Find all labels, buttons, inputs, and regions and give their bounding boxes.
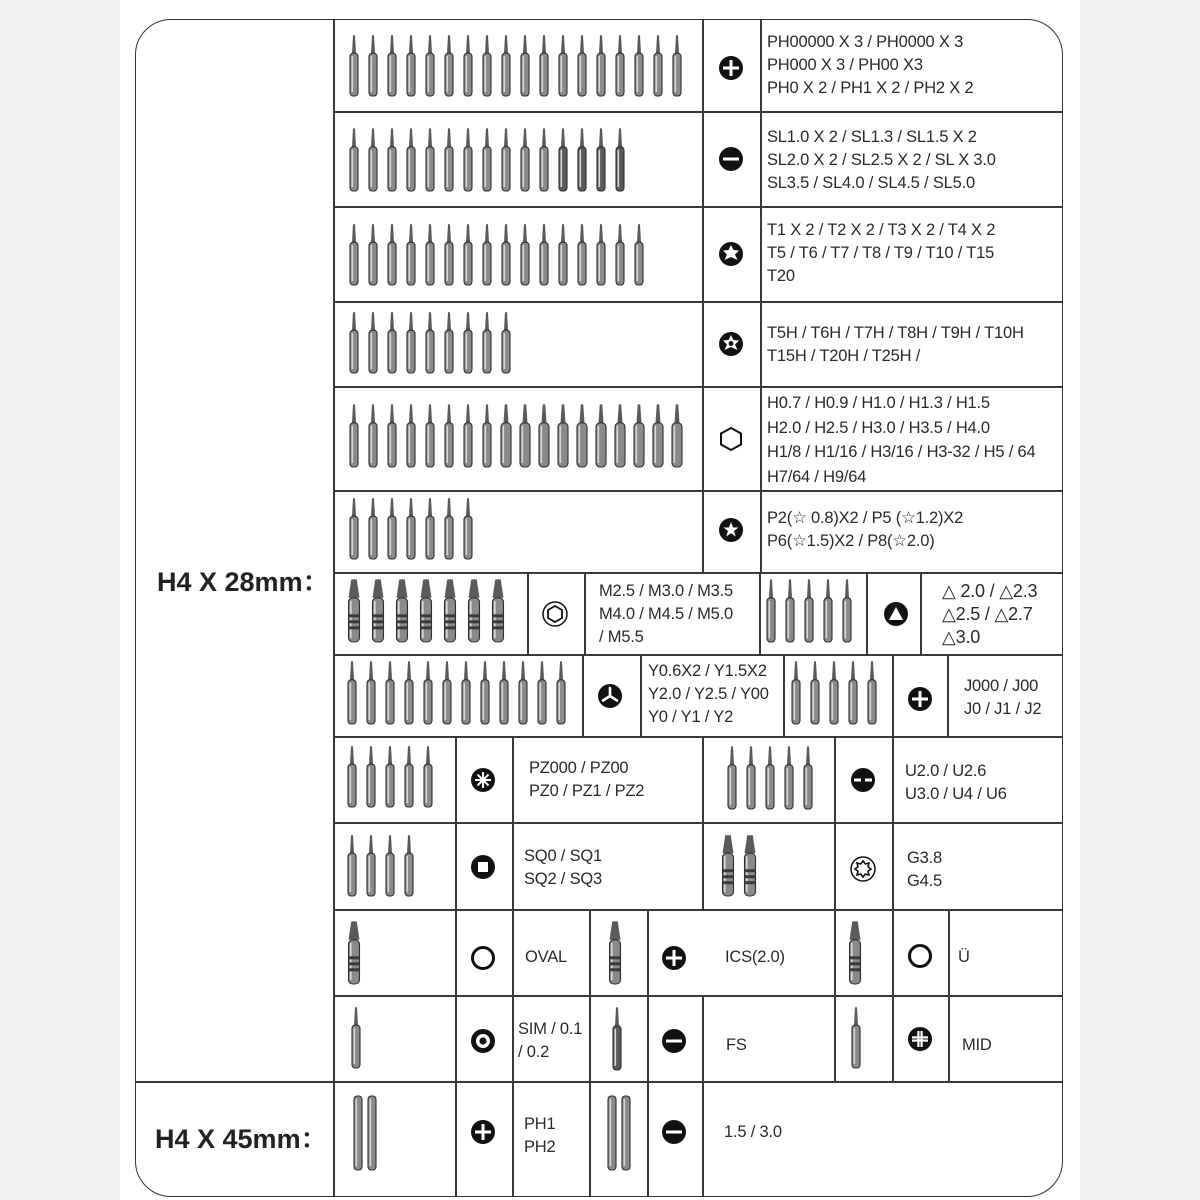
screwdriver-bit <box>405 661 413 724</box>
torx-icon <box>718 241 744 267</box>
oval-icon <box>470 945 496 971</box>
screwdriver-bit <box>483 312 491 373</box>
screwdriver-bit <box>426 404 434 467</box>
grid-line <box>333 111 1063 113</box>
grid-line <box>702 19 704 572</box>
screwdriver-bit <box>521 35 529 96</box>
screwdriver-bit <box>407 224 415 285</box>
screwdriver-bit <box>654 35 662 96</box>
screwdriver-bit <box>597 224 605 285</box>
grid-line <box>512 736 514 1197</box>
screwdriver-bit <box>520 404 530 467</box>
screwdriver-bit <box>445 224 453 285</box>
screwdriver-bit <box>348 835 356 896</box>
row-torx-text: T1 X 2 / T2 X 2 / T3 X 2 / T4 X 2 T5 / T6 / T7 / T8 / T9 / T10 / T15 T20 <box>767 221 996 285</box>
screwdriver-bit <box>557 661 565 724</box>
grid-line <box>589 995 591 1197</box>
screwdriver-bit <box>538 661 546 724</box>
screwdriver-bit <box>350 35 358 96</box>
row-u-text: U2.0 / U2.6 U3.0 / U4 / U6 <box>905 762 1007 803</box>
screwdriver-bit <box>483 35 491 96</box>
screwdriver-bit <box>443 661 451 724</box>
screwdriver-bit <box>608 1096 616 1170</box>
screwdriver-bit <box>349 579 360 642</box>
screwdriver-bit <box>445 128 453 191</box>
screwdriver-bit <box>540 35 548 96</box>
bits-sl <box>348 127 638 193</box>
grid-line <box>834 909 836 1081</box>
screwdriver-bit <box>483 224 491 285</box>
grid-line <box>892 909 894 1081</box>
screwdriver-bit <box>766 746 774 809</box>
screwdriver-bit <box>369 35 377 96</box>
screwdriver-bit <box>348 661 356 724</box>
screwdriver-bit <box>469 579 480 642</box>
screwdriver-bit <box>613 1007 621 1070</box>
screwdriver-bit <box>464 312 472 373</box>
grid-line <box>920 572 922 654</box>
bits-tri <box>765 578 865 644</box>
gear-socket-icon <box>850 856 876 882</box>
row-sim-text: SIM / 0.1 / 0.2 <box>518 1020 583 1061</box>
grid-line <box>333 909 1063 911</box>
row-oval-text: OVAL <box>525 948 567 966</box>
screwdriver-bit <box>483 404 491 467</box>
ics-icon <box>661 945 687 971</box>
screwdriver-bit <box>610 921 621 984</box>
row-sq-text: SQ0 / SQ1 SQ2 / SQ3 <box>524 847 602 888</box>
bits-hex <box>348 403 688 469</box>
screwdriver-bit <box>350 128 358 191</box>
row-hex-text: H0.7 / H0.9 / H1.0 / H1.3 / H1.5 H2.0 / H2.5 / H3.0 / H3.5 / H4.0 H1/8 / H1/16 / H3/16 / H3-32 / H5 / 64 H7/64 / H9/64 <box>767 394 1036 486</box>
screwdriver-bit <box>369 224 377 285</box>
slotted-icon <box>718 146 744 172</box>
screwdriver-bit <box>407 498 415 559</box>
grid-line <box>333 301 1063 303</box>
screwdriver-bit <box>792 661 800 724</box>
grid-line <box>333 654 1063 656</box>
screwdriver-bit <box>405 746 413 807</box>
row-torxh-text: T5H / T6H / T7H / T8H / T9H / T10H T15H / T20H / T25H / <box>767 324 1024 365</box>
row-penta-text: P2(☆ 0.8)X2 / P5 (☆1.2)X2 P6(☆1.5)X2 / P8(☆2.0) <box>767 509 964 550</box>
screwdriver-bit <box>519 661 527 724</box>
row-ph-text: PH00000 X 3 / PH0000 X 3 PH000 X 3 / PH00 X3 PH0 X 2 / PH1 X 2 / PH2 X 2 <box>767 33 974 97</box>
screwdriver-bit <box>811 661 819 724</box>
grid-line <box>333 206 1063 208</box>
grid-line <box>455 736 457 1197</box>
screwdriver-bit <box>426 128 434 191</box>
row-tri-wing-text: Y0.6X2 / Y1.5X2 Y2.0 / Y2.5 / Y00 Y0 / Y1 / Y2 <box>648 662 769 726</box>
pentalobe-icon <box>718 517 744 543</box>
screwdriver-bit <box>424 746 432 807</box>
screwdriver-bit <box>804 746 812 809</box>
grid-line <box>584 572 586 654</box>
hex-nut-icon <box>542 601 568 627</box>
screwdriver-bit <box>348 746 356 807</box>
screwdriver-bit <box>350 312 358 373</box>
grid-line <box>702 736 704 909</box>
screwdriver-bit <box>407 128 415 191</box>
grid-line <box>948 909 950 1081</box>
phillips-long-icon <box>470 1119 496 1145</box>
mid-icon <box>907 1026 933 1052</box>
bits-sl45 <box>606 1094 646 1172</box>
screwdriver-bit <box>852 1007 860 1068</box>
screwdriver-bit <box>424 661 432 724</box>
screwdriver-bit <box>521 224 529 285</box>
screwdriver-bit <box>805 579 813 642</box>
row-sl45-text: 1.5 / 3.0 <box>724 1123 782 1141</box>
screwdriver-bit <box>635 35 643 96</box>
screwdriver-bit <box>405 835 413 896</box>
screwdriver-bit <box>397 579 408 642</box>
grid-line <box>834 736 836 909</box>
screwdriver-bit <box>635 224 643 285</box>
screwdriver-bit <box>354 1096 362 1170</box>
screwdriver-bit <box>558 404 568 467</box>
screwdriver-bit <box>368 1096 376 1170</box>
row-nut-text: M2.5 / M3.0 / M3.5 M4.0 / M4.5 / M5.0 / M5.5 <box>599 582 733 646</box>
screwdriver-bit <box>421 579 432 642</box>
grid-line <box>647 909 649 995</box>
screwdriver-bit <box>481 661 489 724</box>
screwdriver-bit <box>350 224 358 285</box>
screwdriver-bit <box>493 579 504 642</box>
screwdriver-bit <box>367 835 375 896</box>
screwdriver-bit <box>843 579 851 642</box>
bits-mid <box>850 1006 880 1070</box>
screwdriver-bit <box>407 404 415 467</box>
screwdriver-bit <box>596 404 606 467</box>
tri-wing-icon <box>597 683 623 709</box>
bits-torxh <box>348 311 528 375</box>
bits-jis <box>790 660 890 726</box>
grid-line <box>892 736 894 909</box>
screwdriver-bit <box>767 579 775 642</box>
screwdriver-bit <box>578 224 586 285</box>
screwdriver-bit <box>388 224 396 285</box>
bits-pz <box>346 745 446 809</box>
screwdriver-bit <box>426 312 434 373</box>
screwdriver-bit <box>540 224 548 285</box>
flat-icon <box>661 1028 687 1054</box>
screwdriver-bit <box>622 1096 630 1170</box>
screwdriver-bit <box>540 128 548 191</box>
screwdriver-bit <box>464 35 472 96</box>
slotted-long-icon <box>661 1119 687 1145</box>
screwdriver-bit <box>426 498 434 559</box>
screwdriver-bit <box>388 498 396 559</box>
screwdriver-bit <box>462 661 470 724</box>
screwdriver-bit <box>745 835 756 896</box>
screwdriver-bit <box>483 128 491 191</box>
row-fs-text: FS <box>726 1036 747 1054</box>
screwdriver-bit <box>407 312 415 373</box>
screwdriver-bit <box>386 835 394 896</box>
grid-line <box>892 654 894 736</box>
row-u2-text: Ü <box>958 948 970 966</box>
screwdriver-bit <box>426 35 434 96</box>
pozidriv-icon <box>470 767 496 793</box>
screwdriver-bit <box>728 746 736 809</box>
screwdriver-bit <box>426 224 434 285</box>
bits-ics <box>609 920 639 986</box>
row-pz-text: PZ000 / PZ00 PZ0 / PZ1 / PZ2 <box>529 759 645 800</box>
bits-nut <box>348 578 518 644</box>
grid-line <box>333 386 1063 388</box>
screwdriver-bit <box>367 661 375 724</box>
size-label-28mm: H4 X 28mm： <box>157 567 330 597</box>
grid-line <box>759 572 761 654</box>
screwdriver-bit <box>653 404 663 467</box>
u-shape-icon <box>850 767 876 793</box>
screwdriver-bit <box>464 128 472 191</box>
screwdriver-bit <box>464 404 472 467</box>
grid-line <box>582 654 584 736</box>
screwdriver-bit <box>521 128 529 191</box>
screwdriver-bit <box>502 312 510 373</box>
screwdriver-bit <box>373 579 384 642</box>
screwdriver-bit <box>369 128 377 191</box>
grid-line <box>647 995 649 1197</box>
bits-ph45 <box>352 1094 392 1172</box>
screwdriver-bit <box>349 921 360 984</box>
screwdriver-bit <box>786 579 794 642</box>
screwdriver-bit <box>369 312 377 373</box>
screwdriver-bit <box>868 661 876 724</box>
phillips-icon <box>718 55 744 81</box>
bits-torx <box>348 223 648 287</box>
screwdriver-bit <box>500 661 508 724</box>
bits-u2 <box>849 920 879 986</box>
grid-line <box>783 654 785 736</box>
triangle-icon <box>883 601 909 627</box>
grid-line <box>702 995 704 1197</box>
screwdriver-bit <box>672 404 682 467</box>
grid-line <box>333 736 1063 738</box>
row-jis-text: J000 / J00 J0 / J1 / J2 <box>964 677 1042 718</box>
screwdriver-bit <box>634 404 644 467</box>
row-sl-text: SL1.0 X 2 / SL1.3 / SL1.5 X 2 SL2.0 X 2 / SL2.5 X 2 / SL X 3.0 SL3.5 / SL4.0 / SL4.5 / SL5.0 <box>767 128 996 192</box>
screwdriver-bit <box>559 35 567 96</box>
bits-tri-wing <box>346 660 578 726</box>
screwdriver-bit <box>615 404 625 467</box>
screwdriver-bit <box>559 128 567 191</box>
bits-fs <box>611 1006 641 1072</box>
screwdriver-bit <box>616 224 624 285</box>
grid-line <box>866 572 868 654</box>
row-g-text: G3.8 G4.5 <box>907 849 942 890</box>
bits-ph <box>348 34 688 98</box>
grid-line <box>640 654 642 736</box>
screwdriver-bit <box>849 661 857 724</box>
screwdriver-bit <box>445 404 453 467</box>
screwdriver-bit <box>367 746 375 807</box>
screwdriver-bit <box>388 312 396 373</box>
screwdriver-bit <box>616 128 624 191</box>
screwdriver-bit <box>539 404 549 467</box>
screwdriver-bit <box>386 746 394 807</box>
screwdriver-bit <box>824 579 832 642</box>
grid-line <box>589 909 591 995</box>
screwdriver-bit <box>445 579 456 642</box>
screwdriver-bit <box>578 35 586 96</box>
u-ring-icon <box>907 943 933 969</box>
screwdriver-bit <box>850 921 861 984</box>
screwdriver-bit <box>723 835 734 896</box>
screwdriver-bit <box>350 404 358 467</box>
screwdriver-bit <box>559 224 567 285</box>
grid-line <box>333 19 335 1197</box>
row-mid-text: MID <box>962 1036 992 1054</box>
screwdriver-bit <box>445 498 453 559</box>
screwdriver-bit <box>502 224 510 285</box>
screwdriver-bit <box>597 128 605 191</box>
jis-icon <box>907 686 933 712</box>
screwdriver-bit <box>369 498 377 559</box>
screwdriver-bit <box>386 661 394 724</box>
screwdriver-bit <box>352 1007 360 1068</box>
screwdriver-bit <box>616 35 624 96</box>
grid-line <box>135 1081 1063 1083</box>
grid-line <box>333 490 1063 492</box>
torx-security-icon <box>718 331 744 357</box>
screwdriver-bit <box>502 128 510 191</box>
grid-line <box>527 572 529 654</box>
bits-sq <box>346 834 436 898</box>
screwdriver-bit <box>388 35 396 96</box>
sim-pin-icon <box>470 1028 496 1054</box>
bits-g <box>722 834 782 898</box>
grid-line <box>333 995 1063 997</box>
screwdriver-bit <box>785 746 793 809</box>
bits-u <box>726 745 826 811</box>
bits-sim <box>350 1006 380 1070</box>
row-ph45-text: PH1 PH2 <box>524 1115 556 1156</box>
screwdriver-bit <box>597 35 605 96</box>
row-tri-text: △ 2.0 / △2.3 △2.5 / △2.7 △3.0 <box>942 581 1038 647</box>
screwdriver-bit <box>445 312 453 373</box>
hex-icon <box>718 426 744 452</box>
screwdriver-bit <box>369 404 377 467</box>
grid-line <box>760 19 762 572</box>
screwdriver-bit <box>388 404 396 467</box>
screwdriver-bit <box>501 404 511 467</box>
screwdriver-bit <box>578 128 586 191</box>
screwdriver-bit <box>464 224 472 285</box>
screwdriver-bit <box>407 35 415 96</box>
screwdriver-bit <box>464 498 472 559</box>
square-icon <box>470 854 496 880</box>
row-ics-text: ICS(2.0) <box>725 948 785 966</box>
screwdriver-bit <box>673 35 681 96</box>
screwdriver-bit <box>577 404 587 467</box>
grid-line <box>333 572 1063 574</box>
grid-line <box>333 822 1063 824</box>
bits-penta <box>348 497 488 561</box>
screwdriver-bit <box>388 128 396 191</box>
screwdriver-bit <box>445 35 453 96</box>
screwdriver-bit <box>830 661 838 724</box>
screwdriver-bit <box>747 746 755 809</box>
screwdriver-bit <box>350 498 358 559</box>
grid-line <box>947 654 949 736</box>
screwdriver-bit <box>502 35 510 96</box>
bits-oval <box>348 920 378 986</box>
size-label-45mm: H4 X 45mm： <box>155 1124 328 1154</box>
